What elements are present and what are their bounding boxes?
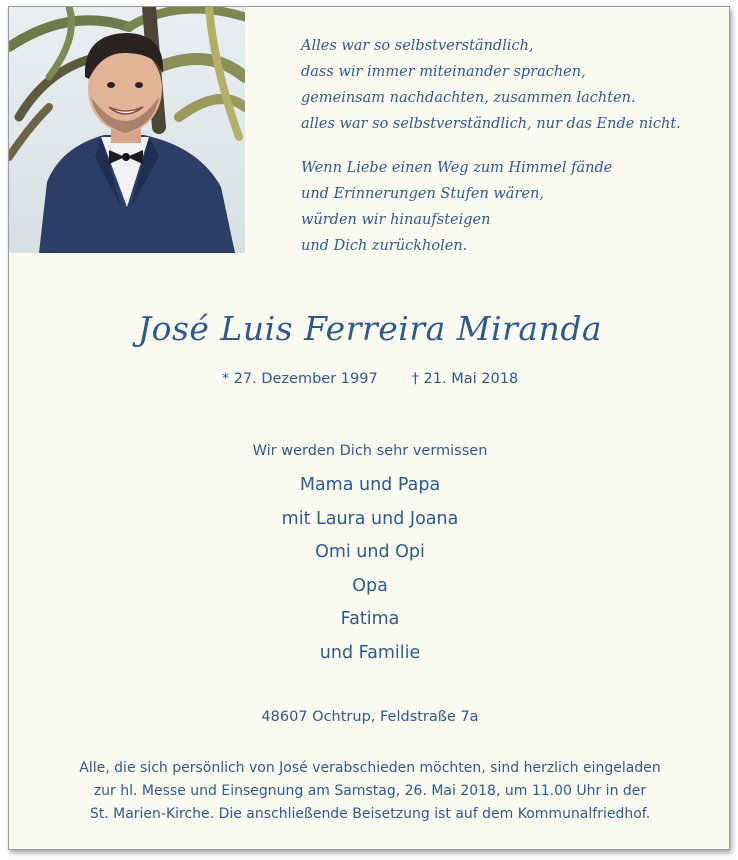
miss-line: Wir werden Dich sehr vermissen <box>252 443 488 459</box>
mourner-line: Mama und Papa <box>299 475 441 495</box>
portrait-photo <box>9 7 245 253</box>
poem-line: Wenn Liebe einen Weg zum Himmel fände <box>301 160 613 176</box>
poem-stanza-2 <box>301 155 721 259</box>
poem-line: alles war so selbstverständlich, nur das Ende nicht. <box>301 116 681 132</box>
mourner-line: Fatima <box>340 609 400 629</box>
poem-line: Alles war so selbstverständlich, <box>301 38 534 54</box>
funeral-notice <box>19 757 721 826</box>
notice-line: St. Marien-Kirche. Die anschließende Beisetzung ist auf dem Kommunalfriedhof. <box>89 806 651 822</box>
mourner-line: Omi und Opi <box>315 542 425 562</box>
poem-line: und Erinnerungen Stufen wären, <box>301 186 544 202</box>
life-dates <box>9 371 731 387</box>
death-date: † 21. Mai 2018 <box>411 371 519 387</box>
poem <box>301 33 721 277</box>
poem-line: gemeinsam nachdachten, zusammen lachten. <box>301 90 636 106</box>
poem-line: dass wir immer miteinander sprachen, <box>301 64 586 80</box>
obituary-card <box>8 6 730 850</box>
mourners-list <box>9 469 731 670</box>
birth-date: * 27. Dezember 1997 <box>221 371 378 387</box>
notice-line: zur hl. Messe und Einsegnung am Samstag, 26. Mai 2018, um 11.00 Uhr in der <box>93 783 647 799</box>
poem-line: und Dich zurückholen. <box>301 238 468 254</box>
notice-line: Alle, die sich persönlich von José verabschieden möchten, sind herzlich eingeladen <box>79 760 661 776</box>
mourner-line: und Familie <box>319 642 421 663</box>
deceased-name: José Luis Ferreira Miranda <box>137 309 603 348</box>
family-address: 48607 Ochtrup, Feldstraße 7a <box>261 709 479 725</box>
poem-line: würden wir hinaufsteigen <box>301 212 491 228</box>
mourner-line: mit Laura und Joana <box>281 508 459 529</box>
mourner-line: Opa <box>352 575 388 596</box>
portrait-illustration <box>9 7 245 253</box>
poem-stanza-1 <box>301 33 721 137</box>
